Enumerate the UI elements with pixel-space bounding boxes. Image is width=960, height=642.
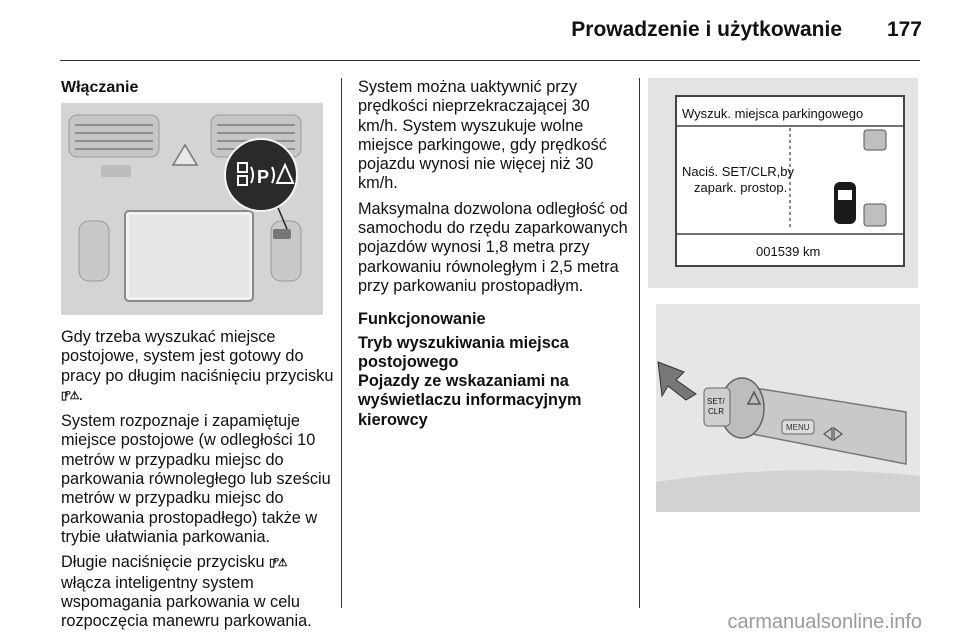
display-odometer: 001539 km (756, 244, 821, 259)
driver-display-illustration (648, 78, 918, 288)
dash-p-glyph: P (257, 167, 270, 187)
display-title: Wyszuk. miejsca parkingowego (682, 106, 864, 121)
parking-button-icon: ▯ᴾ⚠ (61, 389, 79, 402)
paragraph-long-press (61, 553, 336, 631)
parking-button-icon: ▯ᴾ⚠ (269, 557, 287, 570)
heading-search-mode: Tryb wyszukiwania miejsca postojowego (358, 333, 569, 371)
header-rule (60, 60, 920, 61)
paragraph-speed: System można uaktywnić przy prędkości nieprzekraczającej 30 km/h. System wyszukuje wolne miejsce parkingowe, gdy prędkość pojazdu wynosi nie więcej niż 30 km/h. (358, 78, 607, 193)
page-header-title: Prowadzenie i użytkowanie (571, 18, 842, 41)
paragraph-text-end: . (78, 385, 84, 404)
control-stalk-figure (656, 304, 920, 512)
display-line-2: zapark. prostop. (694, 180, 788, 195)
watermark: carmanualsonline.info (727, 611, 922, 633)
stalk-clr-label: CLR (708, 407, 725, 416)
section-title: Włączanie (61, 79, 139, 96)
dashboard-illustration (61, 103, 323, 315)
paragraph-text-end: włącza inteligentny system wspomagania parkowania w celu rozpoczęcia manewru parkowania. (61, 573, 312, 631)
dashboard-figure (61, 103, 323, 315)
paragraph-recognition: System rozpoznaje i zapamiętuje miejsce postojowe (w odległości 10 metrów w przypadku miejsc do parkowania równoległego lub sześciu metrów w przypadku miejsc do parkowania prostopadłego) także w trybie ułatwiania parkowania. (61, 412, 331, 546)
paragraph-text: Długie naciśnięcie przycisku (61, 553, 265, 572)
middle-column-text (358, 78, 628, 436)
left-column-text (61, 328, 336, 637)
control-stalk-illustration (656, 304, 920, 512)
paragraph-text: Gdy trzeba wyszukać miejsce postojowe, system jest gotowy do pracy po długim naciśnięciu przycisku (61, 328, 334, 385)
column-divider-right (639, 78, 640, 608)
stalk-set-label: SET/ (707, 397, 725, 406)
paragraph-activation (61, 328, 336, 406)
heading-functioning: Funkcjonowanie (358, 310, 486, 329)
column-divider-left (341, 78, 342, 608)
stalk-menu-label: MENU (786, 423, 810, 432)
page-number: 177 (886, 18, 922, 41)
display-line-1: Naciś. SET/CLR,by (682, 164, 794, 179)
heading-driver-info-display: Pojazdy ze wskazaniami na wyświetlaczu informacyjnym kierowcy (358, 372, 582, 429)
driver-display-figure (648, 78, 918, 288)
paragraph-distance: Maksymalna dozwolona odległość od samochodu do rzędu zaparkowanych pojazdów wynosi 1,8 metra przy parkowaniu równoległym i 2,5 metra przy parkowaniu prostopadłym. (358, 199, 628, 295)
